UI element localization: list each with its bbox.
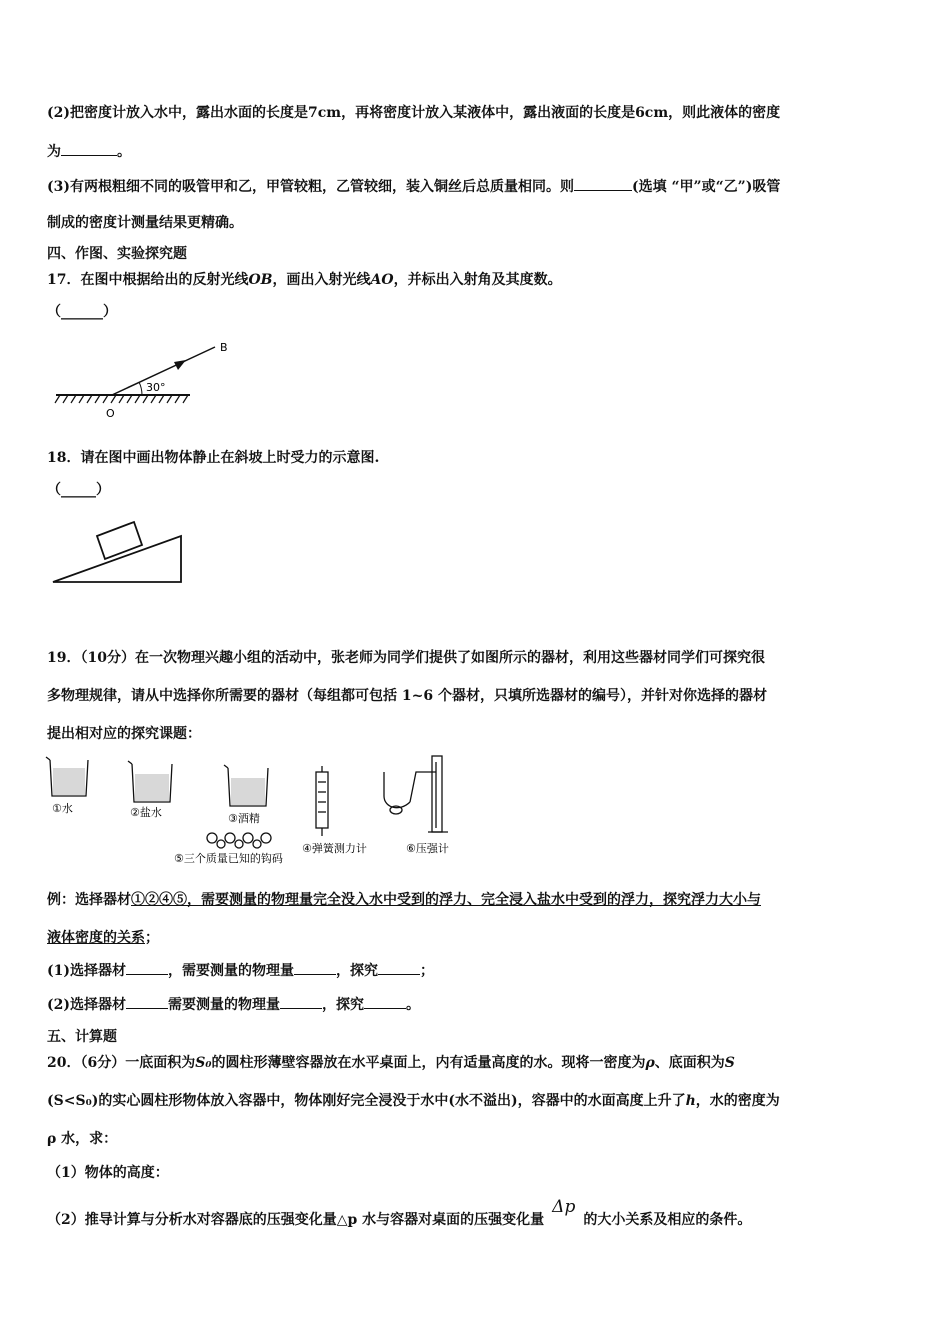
a2-blank-equipment[interactable] [126, 994, 168, 1009]
salt-water-fill [135, 774, 169, 801]
q20-line1 [47, 1053, 735, 1073]
item-spring-scale-label: ④弹簧测力计 [302, 842, 367, 855]
a2-part3: ，探究 [322, 997, 364, 1013]
q20-dp: Δp [552, 1197, 576, 1217]
q20-l1-a: 20．（6分）一底面积为 [47, 1055, 196, 1071]
q17-ao: AO [370, 272, 394, 288]
spring-scale [316, 766, 328, 836]
q16-part2-suffix: 。 [117, 144, 131, 160]
q19-example-underlined-2: 液体密度的关系 [47, 930, 145, 946]
q16-part3-line2: 制成的密度计测量结果更精确。 [47, 215, 243, 231]
a2-part1: (2)选择器材 [47, 997, 126, 1013]
q20-l1-b: 的圆柱形薄壁容器放在水平桌面上，内有适量高度的水。现将一密度为 [211, 1055, 646, 1071]
q17-reflection-figure [50, 335, 250, 425]
q17-answer-blank[interactable]: （______） [47, 304, 117, 320]
a1-blank-quantity[interactable] [294, 960, 336, 975]
q16-answer-blank-density[interactable] [61, 141, 117, 156]
a1-blank-equipment[interactable] [126, 960, 168, 975]
q16-part3-prefix: (3)有两根粗细不同的吸管甲和乙，甲管较粗，乙管较细，装入铜丝后总质量相同。则 [47, 179, 574, 195]
q20-rho: ρ [645, 1055, 655, 1071]
a2-blank-topic[interactable] [364, 994, 406, 1009]
q19-answer-2 [47, 994, 420, 1015]
item-salt-water-label: ②盐水 [130, 806, 162, 819]
weights-icon [207, 833, 271, 848]
q17-ob: OB [248, 272, 273, 288]
point-b-label: B [220, 341, 228, 354]
q17-text-mid: ，画出入射光线 [272, 272, 371, 288]
q19-line2: 多物理规律，请从中选择你所需要的器材（每组都可包括 1~6 个器材，只填所选器材的编号），并针对你选择的器材 [47, 688, 767, 704]
q19-example-line1 [47, 890, 761, 910]
q18-incline-figure [50, 512, 190, 592]
q19-example-end: ； [145, 930, 159, 946]
item-water-label: ①水 [52, 802, 73, 815]
q16-part2-line2 [47, 141, 131, 162]
q20-l2-a: (S<S₀) [47, 1093, 99, 1109]
q20-l2-b: 的实心圆柱形物体放入容器中，物体刚好完全浸没于水中(水不溢出)，容器中的水面高度上升了 [98, 1093, 686, 1109]
q16-part3-suffix: (选填 “甲”或“乙”)吸管 [632, 179, 781, 195]
block-on-slope [97, 522, 142, 559]
q20-s: S [724, 1055, 735, 1071]
angle-arc [139, 382, 142, 395]
q18-answer-blank[interactable]: （_____） [47, 482, 110, 498]
q19-example-prefix: 例：选择器材 [47, 892, 131, 908]
a1-part2: ，需要测量的物理量 [168, 963, 294, 979]
q20-line3: ρ 水，求： [47, 1131, 118, 1147]
q16-answer-blank-tube[interactable] [574, 176, 632, 191]
q19-example-line2 [47, 928, 159, 948]
q20-h: h [685, 1093, 696, 1109]
q18-text: 18．请在图中画出物体静止在斜坡上时受力的示意图. [47, 450, 380, 466]
angle-label: 30° [146, 381, 166, 394]
q19-equipment-figure [44, 752, 484, 872]
a1-part4: ； [420, 963, 434, 979]
q20-l1-c: 、底面积为 [654, 1055, 725, 1071]
a1-part3: ，探究 [336, 963, 378, 979]
a2-blank-quantity[interactable] [280, 994, 322, 1009]
item-alcohol-label: ③酒精 [228, 812, 260, 825]
a1-blank-topic[interactable] [378, 960, 420, 975]
item-weights-label: ⑤三个质量已知的钩码 [174, 852, 283, 865]
q19-line1: 19．（10分）在一次物理兴趣小组的活动中，张老师为同学们提供了如图所示的器材，利用这些器材同学们可探究很 [47, 650, 765, 666]
q16-part2-prefix: 为 [47, 144, 61, 160]
a2-part4: 。 [406, 997, 420, 1013]
a1-part1: (1)选择器材 [47, 963, 126, 979]
pressure-gauge [384, 756, 448, 832]
q19-line3: 提出相对应的探究课题： [47, 726, 201, 742]
q17-text-post: ，并标出入射角及其度数。 [393, 272, 562, 288]
water-fill [53, 768, 85, 795]
alcohol-fill [231, 778, 265, 805]
q17-text [47, 270, 562, 290]
q17-text-pre: 17．在图中根据给出的反射光线 [47, 272, 249, 288]
q19-example-underlined: ①②④⑤，需要测量的物理量完全没入水中受到的浮力、完全浸入盐水中受到的浮力，探究浮力大小与 [131, 892, 761, 908]
a2-part2: 需要测量的物理量 [168, 997, 280, 1013]
q16-part3-line1 [47, 176, 780, 197]
q20-l2-c: ，水的密度为 [695, 1093, 780, 1109]
q19-answer-1 [47, 960, 434, 981]
q20-sub2 [47, 1197, 752, 1230]
q20-sub2-a: （2）推导计算与分析水对容器底的压强变化量△p 水与容器对桌面的压强变化量 [47, 1212, 545, 1228]
q16-part2-line1: (2)把密度计放入水中，露出水面的长度是7cm，再将密度计放入某液体中，露出液面的长度是6cm，则此液体的密度 [47, 105, 781, 121]
ray-arrowhead [174, 360, 186, 370]
mirror-hatching [55, 395, 188, 403]
q20-sub2-b: 的大小关系及相应的条件。 [583, 1212, 752, 1228]
q20-s0: S₀ [195, 1055, 212, 1071]
point-o-label: O [106, 407, 115, 420]
section-5-heading: 五、计算题 [47, 1029, 117, 1045]
q20-sub1: （1）物体的高度： [47, 1165, 169, 1181]
q20-line2 [47, 1091, 780, 1111]
section-4-heading: 四、作图、实验探究题 [47, 246, 187, 262]
item-pressure-gauge-label: ⑥压强计 [406, 842, 449, 855]
